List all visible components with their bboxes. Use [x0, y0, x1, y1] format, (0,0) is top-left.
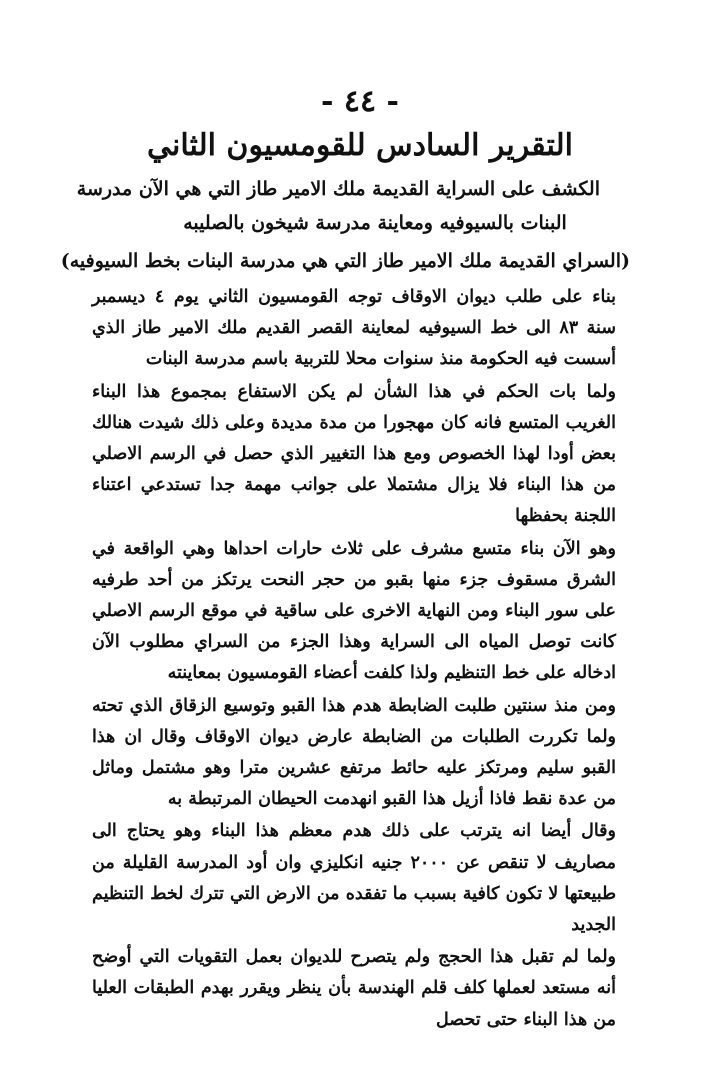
page-number: - ٤٤ - — [320, 84, 400, 119]
report-title: التقرير السادس للقومسيون الثاني — [146, 128, 574, 163]
report-body — [92, 282, 616, 1036]
body-paragraph-1: بناء على طلب ديوان الاوقاف توجه القومسيون الثاني يوم ٤ ديسمبر سنة ٨٣ الى خط السيوفيه لمعاينة القصر القديم ملك الامير طاز الذي أسست فيه الحكومة منذ سنوات محلا للتربية باسم مدرسة البنات — [92, 287, 616, 370]
body-paragraph-4: ومن منذ سنتين طلبت الضابطة هدم هذا القبو وتوسيع الزقاق الذي تحته ولما تكررت الطلبات من الضابطة عارض ديوان الاوقاف وقال ان هذا القبو سليم ومرتكز عليه حائط مرتفع عشرين مترا وهو مشتمل وماثل من عدة نقط فاذا أزيل هذا القبو انهدمت الحيطان المرتبطة به — [92, 695, 616, 810]
body-paragraph-2: ولما بات الحكم في هذا الشأن لم يكن الاستفاع بمجموع هذا البناء الغريب المتسع فانه كان مهجورا من مدة مديدة وعلى ذلك شيدت هنالك بعض أودا لهذا الخصوص ومع هذا التغيير الذي حصل في الرسم الاصلي من هذا البناء فلا يزال مشتملا على جوانب مهمة جدا تستدعي اعتناء اللجنة بحفظها — [92, 381, 616, 527]
body-paragraph-3: وهو الآن بناء متسع مشرف على ثلاث حارات احداها وهي الواقعة في الشرق مسقوف جزء منها بقبو من حجر النحت يرتكز من أحد طرفيه على سور البناء ومن النهاية الاخرى على ساقية في موقع الرسم الاصلي كانت توصل المياه الى السراية وهذا الجزء من السراي مطلوب الآن ادخاله على خط التنظيم ولذا كلفت أعضاء القومسيون بمعاينته — [92, 538, 616, 684]
body-paragraph-6: ولما لم تقبل هذا الحجج ولم يتصرح للديوان بعمل التقويات التي أوضح أنه مستعد لعملها كلف قلم الهندسة بأن ينظر ويقرر بهدم الطبقات العليا من هذا البناء حتى تحصل — [92, 947, 616, 1030]
subheading-line-1: الكشف على السراية القديمة ملك الامير طاز التي هي الآن مدرسة — [76, 178, 600, 200]
subheading-line-2: البنات بالسيوفيه ومعاينة مدرسة شيخون بالصليبه — [183, 212, 567, 234]
body-paragraph-5: وقال أيضا انه يترتب على ذلك هدم معظم هذا البناء وهو يحتاج الى مصاريف لا تنقص عن ٢٠٠٠ جنيه انكليزي وان أود المدرسة القليلة من طبيعتها لا تكون كافية بسبب ما تفقده من الارض التي تترك لخط التنظيم الجديد — [92, 821, 616, 936]
subheading-line-3: (السراي القديمة ملك الامير طاز التي هي مدرسة البنات بخط السيوفيه) — [60, 250, 630, 272]
